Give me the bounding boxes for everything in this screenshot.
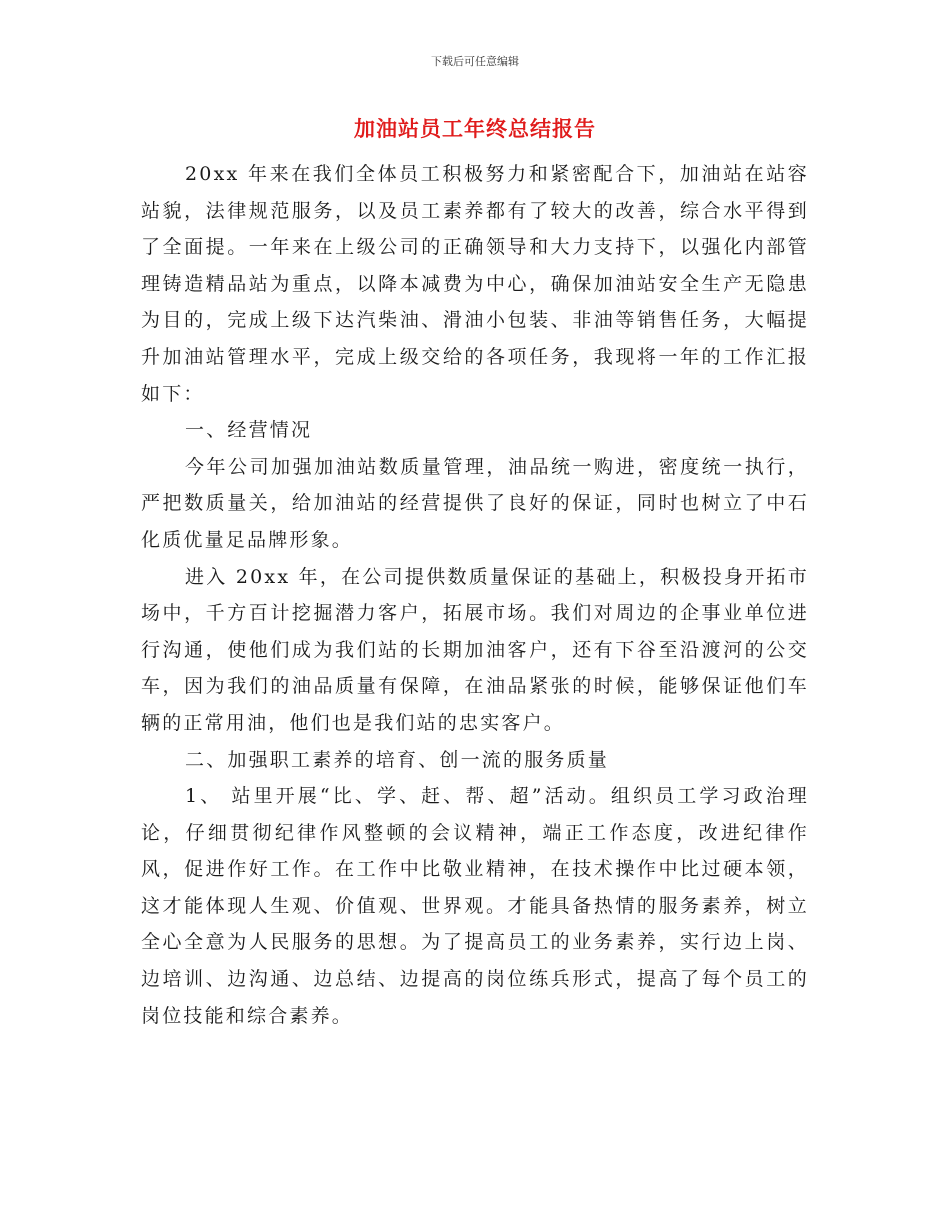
paragraph-market-expansion: 进入 20xx 年，在公司提供数质量保证的基础上，积极投身开拓市场中，千方百计挖掘潜力客户，拓展市场。我们对周边的企事业单位进行沟通，使他们成为我们站的长期加油客户，还有下谷至沿渡河的公交车，因为我们的油品质量有保障，在油品紧张的时候，能够保证他们车辆的正常用油，他们也是我们站的忠实客户。 bbox=[141, 565, 809, 734]
document-body bbox=[141, 156, 809, 1034]
paragraph-intro: 20xx 年来在我们全体员工积极努力和紧密配合下，加油站在站容站貌，法律规范服务，以及员工素养都有了较大的改善，综合水平得到了全面提。一年来在上级公司的正确领导和大力支持下，以强化内部管理铸造精品站为重点，以降本减费为中心，确保加油站安全生产无隐患为目的，完成上级下达汽柴油、滑油小包装、非油等销售任务，大幅提升加油站管理水平，完成上级交给的各项任务，我现将一年的工作汇报如下： bbox=[141, 163, 809, 405]
page-header-note: 下载后可任意编辑 bbox=[431, 55, 519, 68]
paragraph-quality-management: 今年公司加强加油站数质量管理，油品统一购进，密度统一执行，严把数质量关，给加油站的经营提供了良好的保证，同时也树立了中石化质优量足品牌形象。 bbox=[141, 455, 809, 551]
document-title: 加油站员工年终总结报告 bbox=[354, 116, 596, 141]
section-heading-staff-training: 二、加强职工素养的培育、创一流的服务质量 bbox=[185, 748, 610, 771]
section-heading-operations: 一、经营情况 bbox=[185, 419, 313, 442]
paragraph-activities: 1、 站里开展“比、学、赶、帮、超”活动。组织员工学习政治理论，仔细贯彻纪律作风整顿的会议精神，端正工作态度，改进纪律作风，促进作好工作。在工作中比敬业精神，在技术操作中比过硬本领，这才能体现人生观、价值观、世界观。才能具备热情的服务素养，树立全心全意为人民服务的思想。为了提高员工的业务素养，实行边上岗、边培训、边沟通、边总结、边提高的岗位练兵形式，提高了每个员工的岗位技能和综合素养。 bbox=[141, 785, 809, 1027]
